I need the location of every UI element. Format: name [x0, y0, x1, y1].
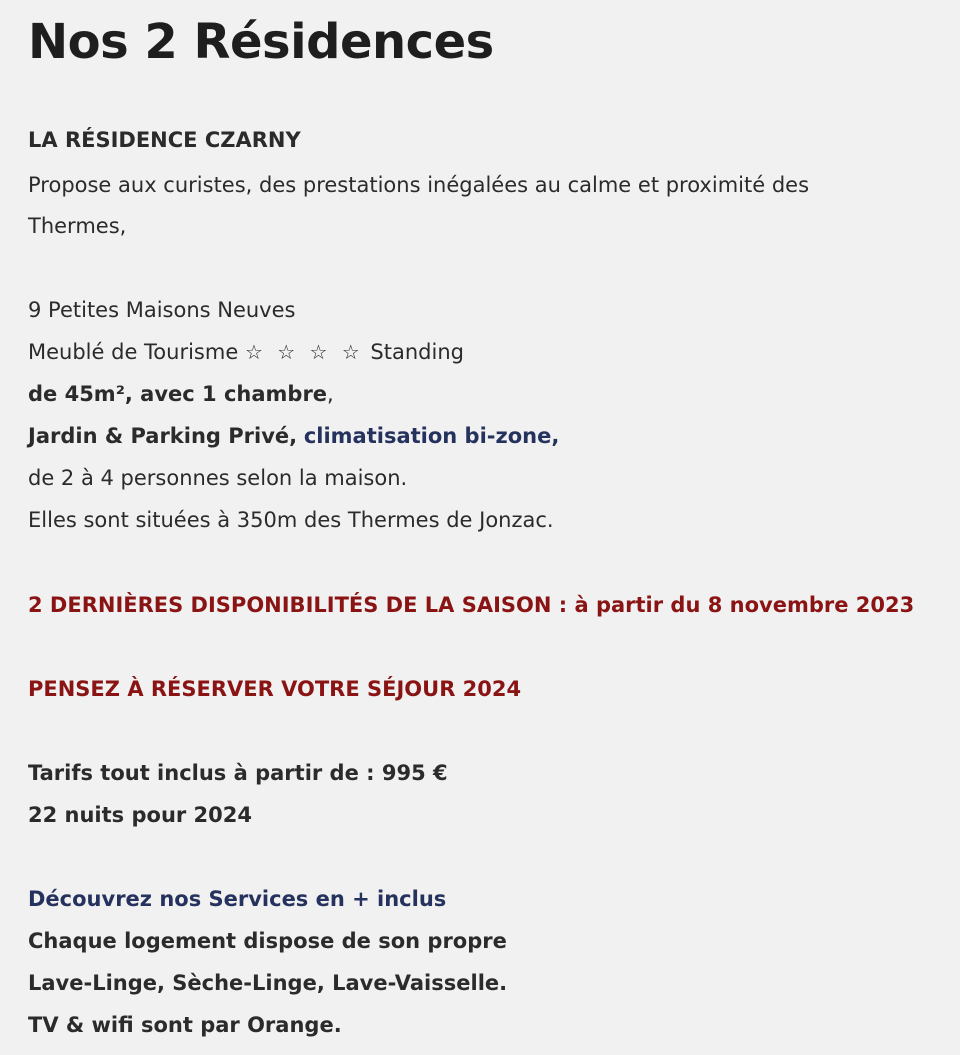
location-text: Elles sont situées à 350m des Thermes de Jonzac. — [28, 508, 554, 532]
surface-line — [28, 379, 334, 409]
houses-count: 9 Petites Maisons Neuves — [28, 298, 296, 322]
residence-intro-line-2: Thermes, — [28, 214, 127, 238]
residence-intro-line-1: Propose aux curistes, des prestations inégalées au calme et proximité des — [28, 173, 810, 197]
surface-comma: , — [327, 382, 334, 406]
page-title: Nos 2 Résidences — [28, 14, 494, 70]
garden-parking-text: Jardin & Parking Privé, — [28, 424, 298, 448]
aircon-link[interactable]: climatisation bi-zone, — [303, 424, 560, 448]
classification-suffix: Standing — [370, 340, 464, 364]
surface-text: de 45m², avec 1 chambre — [28, 382, 328, 406]
capacity-text: de 2 à 4 personnes selon la maison. — [28, 466, 408, 490]
star-rating-icons: ☆ ☆ ☆ ☆ — [244, 340, 364, 364]
rates-text: Tarifs tout inclus à partir de : 995 € — [28, 761, 448, 785]
reserve-announcement: PENSEZ À RÉSERVER VOTRE SÉJOUR 2024 — [28, 677, 522, 701]
services-line-2: Lave-Linge, Sèche-Linge, Lave-Vaisselle. — [28, 971, 508, 995]
residence-heading: LA RÉSIDENCE CZARNY — [28, 128, 301, 152]
nights-text: 22 nuits pour 2024 — [28, 803, 253, 827]
garden-line — [28, 421, 559, 451]
classification-line — [28, 337, 464, 367]
services-line-1: Chaque logement dispose de son propre — [28, 929, 507, 953]
classification-label: Meublé de Tourisme — [28, 340, 239, 364]
services-link[interactable]: Découvrez nos Services en + inclus — [28, 887, 447, 911]
availability-announcement: 2 DERNIÈRES DISPONIBILITÉS DE LA SAISON : à partir du 8 novembre 2023 — [28, 593, 915, 617]
services-line-3: TV & wifi sont par Orange. — [28, 1013, 342, 1037]
